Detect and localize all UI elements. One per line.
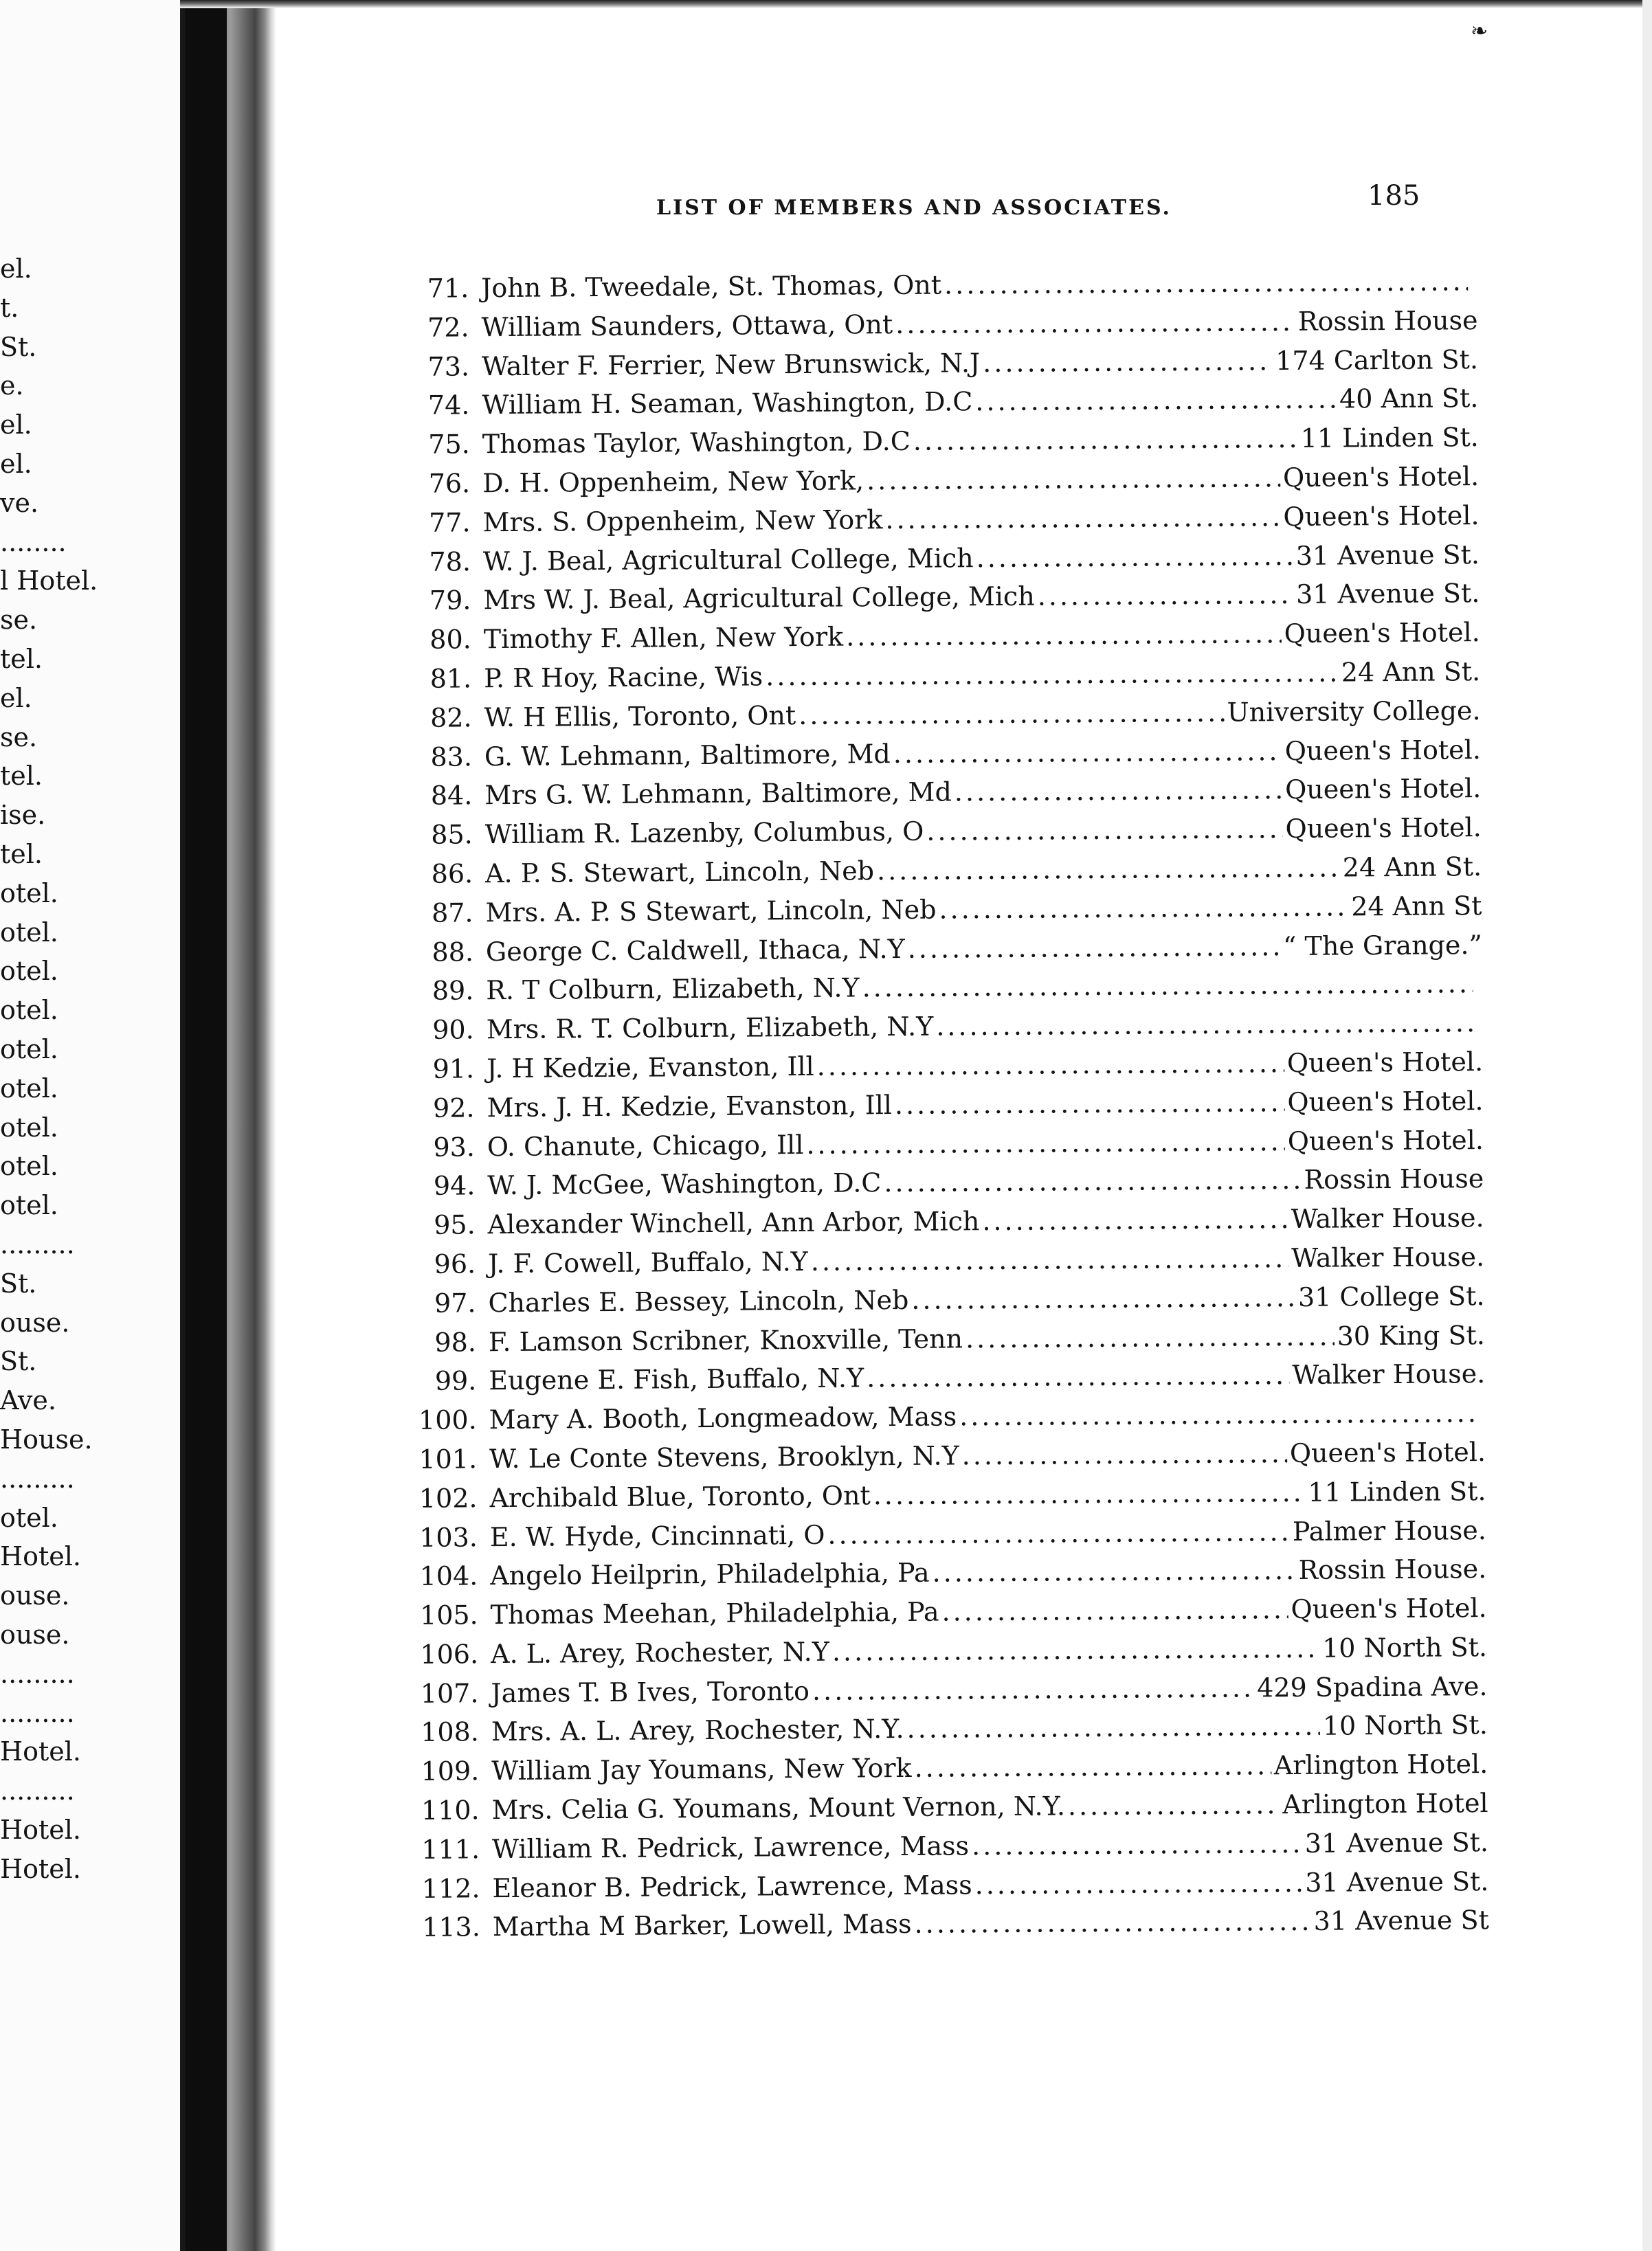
member-name-location: Charles E. Bessey, Lincoln, Neb — [488, 1284, 909, 1318]
member-name-location: W. H Ellis, Toronto, Ont — [484, 699, 796, 732]
facing-page-text: e. — [0, 370, 24, 401]
member-residence: Queen's Hotel. — [1285, 812, 1482, 844]
member-name-location: Martha M Barker, Lowell, Mass — [492, 1909, 912, 1942]
member-name-location: A. L. Arey, Rochester, N.Y — [490, 1636, 830, 1670]
member-name-location: E. W. Hyde, Cincinnati, O — [489, 1519, 825, 1552]
member-residence: 174 Carlton St. — [1275, 344, 1479, 376]
member-name-location: Mrs. S. Oppenheim, New York — [482, 504, 883, 538]
entry-number: 86. — [431, 858, 473, 889]
facing-page-text: tel. — [0, 644, 43, 674]
member-name-location: J. F. Cowell, Buffalo, N.Y — [487, 1246, 808, 1279]
facing-page-text: otel. — [0, 1034, 58, 1064]
dot-leader — [976, 537, 1293, 578]
member-residence: 31 College St. — [1297, 1280, 1485, 1312]
member-name-location: R. T Colburn, Elizabeth, N.Y — [486, 972, 860, 1006]
entry-number: 101. — [418, 1444, 478, 1475]
member-residence: 24 Ann St. — [1341, 656, 1481, 688]
entry-number: 84. — [430, 780, 473, 811]
dot-leader — [873, 1473, 1306, 1515]
member-name-location: William Saunders, Ottawa, Ont — [481, 309, 893, 343]
member-residence: Walker House. — [1291, 1202, 1484, 1235]
facing-page-text: otel. — [0, 1151, 58, 1182]
facing-page-text: St. — [0, 1346, 37, 1377]
entry-number: 96. — [434, 1248, 476, 1279]
member-name-location: W. Le Conte Stevens, Brooklyn, N.Y — [489, 1440, 959, 1475]
entry-number: 81. — [429, 663, 472, 694]
dot-leader — [962, 1434, 1288, 1475]
member-entry — [417, 1901, 1489, 1948]
member-name-location: Eugene E. Fish, Buffalo, N.Y — [489, 1363, 864, 1396]
member-name-location: Eleanor B. Pedrick, Lawrence, Mass — [492, 1869, 972, 1903]
page-number: 185 — [1368, 180, 1420, 212]
gutter-shadow — [186, 0, 227, 2251]
facing-page-text: Hotel. — [0, 1541, 82, 1572]
entry-number: 104. — [419, 1560, 478, 1592]
page-top-edge — [180, 0, 1652, 8]
entry-number: 87. — [431, 897, 473, 928]
dot-leader — [1068, 1785, 1280, 1826]
dot-leader — [982, 1200, 1288, 1241]
entry-number: 83. — [430, 741, 473, 772]
member-name-location: Angelo Heilprin, Philadelphia, Pa — [490, 1558, 930, 1591]
facing-page-text: ouse. — [0, 1307, 70, 1338]
member-residence: Rossin House. — [1298, 1554, 1487, 1586]
member-name-location: Mrs. A. L. Arey, Rochester, N.Y. — [491, 1714, 904, 1747]
member-list — [405, 262, 1489, 1947]
member-residence: 24 Ann St — [1351, 890, 1482, 922]
member-residence: Queen's Hotel. — [1289, 1436, 1486, 1468]
facing-page-text: el. — [0, 682, 32, 713]
facing-page-text: ........ — [0, 526, 67, 557]
facing-page-text: el. — [0, 449, 32, 479]
dot-leader — [1038, 575, 1294, 616]
member-residence: “ The Grange.” — [1282, 929, 1483, 961]
entry-number: 75. — [428, 429, 470, 460]
dot-leader — [862, 965, 1473, 1008]
dot-leader — [965, 1317, 1335, 1358]
facing-page-text: ......... — [0, 1658, 75, 1689]
entry-number: 110. — [421, 1795, 480, 1826]
member-residence: 10 North St. — [1321, 1631, 1488, 1664]
dot-leader — [983, 341, 1273, 383]
facing-page-text: otel. — [0, 1073, 58, 1104]
member-residence: Queen's Hotel. — [1285, 773, 1482, 805]
member-residence: Arlington Hotel. — [1273, 1749, 1488, 1781]
member-residence: Queen's Hotel. — [1287, 1124, 1484, 1156]
entry-number: 111. — [421, 1834, 480, 1865]
facing-page-text: House. — [0, 1424, 93, 1455]
facing-page-fragment — [0, 0, 206, 2251]
member-residence: 31 Avenue St. — [1304, 1826, 1489, 1859]
dot-leader — [867, 1356, 1290, 1398]
member-residence: Queen's Hotel. — [1287, 1085, 1484, 1117]
member-name-location: Mrs. R. T. Colburn, Elizabeth, N.Y — [486, 1011, 934, 1045]
dot-leader — [939, 887, 1348, 929]
facing-page-text: l Hotel. — [0, 565, 98, 596]
entry-number: 74. — [427, 390, 470, 421]
entry-number: 72. — [427, 312, 469, 343]
entry-number: 95. — [434, 1209, 476, 1240]
dot-leader — [895, 302, 1295, 344]
facing-page-text: ise. — [0, 800, 46, 831]
facing-page-text: Hotel. — [0, 1736, 82, 1767]
dot-leader — [914, 1747, 1271, 1788]
facing-page-text: ......... — [0, 1463, 75, 1494]
member-residence: University College. — [1227, 695, 1481, 728]
facing-page-text: ......... — [0, 1229, 75, 1259]
facing-page-text: otel. — [0, 917, 58, 948]
member-residence: Queen's Hotel. — [1291, 1593, 1487, 1625]
member-name-location: Thomas Meehan, Philadelphia, Pa — [490, 1596, 939, 1631]
entry-number: 71. — [427, 273, 469, 304]
facing-page-text: ouse. — [0, 1580, 70, 1611]
member-name-location: J. H Kedzie, Evanston, Ill — [486, 1051, 814, 1084]
member-name-location: W. J. Beal, Agricultural College, Mich — [482, 542, 974, 576]
dot-leader — [877, 848, 1340, 890]
member-name-location: George C. Caldwell, Ithaca, N.Y — [485, 933, 905, 967]
dot-leader — [975, 380, 1337, 421]
dot-leader — [913, 419, 1298, 461]
entry-number: 98. — [434, 1326, 477, 1358]
member-residence: 31 Avenue St. — [1295, 539, 1480, 571]
member-name-location: Mrs. A. P. S Stewart, Lincoln, Neb — [485, 894, 937, 928]
dot-leader — [926, 809, 1283, 851]
facing-page-text: ......... — [0, 1776, 75, 1806]
member-residence: Queen's Hotel. — [1284, 734, 1482, 766]
member-name-location: Mrs. Celia G. Youmans, Mount Vernon, N.Y. — [491, 1791, 1066, 1826]
member-residence: 24 Ann St. — [1342, 851, 1482, 883]
member-residence: Rossin House — [1304, 1163, 1484, 1196]
entry-number: 78. — [429, 546, 471, 577]
facing-page-text: t. — [0, 292, 19, 323]
member-residence: 429 Spadina Ave. — [1257, 1670, 1488, 1703]
entry-number: 76. — [428, 468, 471, 499]
entry-number: 105. — [419, 1600, 478, 1631]
dot-leader — [944, 262, 1468, 304]
member-name-location: P. R Hoy, Racine, Wis — [484, 661, 763, 694]
dot-leader — [895, 1083, 1285, 1125]
member-residence: Arlington Hotel — [1282, 1788, 1488, 1820]
facing-page-text: otel. — [0, 1112, 58, 1143]
entry-number: 82. — [429, 702, 472, 733]
dot-leader — [799, 693, 1225, 735]
facing-page-text: Ave. — [0, 1385, 56, 1416]
member-residence: Palmer House. — [1292, 1514, 1486, 1547]
member-residence: 11 Linden St. — [1308, 1475, 1486, 1508]
dot-leader — [884, 1161, 1302, 1202]
dot-leader — [812, 1668, 1255, 1710]
entry-number: 80. — [429, 624, 471, 655]
entry-number: 77. — [428, 507, 471, 538]
dot-leader — [974, 1863, 1302, 1905]
member-residence: Walker House. — [1291, 1241, 1485, 1273]
member-residence: Queen's Hotel. — [1282, 461, 1480, 493]
entry-number: 108. — [421, 1716, 480, 1748]
member-residence: 10 North St. — [1322, 1710, 1488, 1742]
member-name-location: G. W. Lehmann, Baltimore, Md — [484, 738, 891, 772]
facing-page-text: St. — [0, 331, 37, 362]
dot-leader — [972, 1824, 1302, 1866]
entry-number: 103. — [419, 1521, 478, 1553]
entry-number: 107. — [420, 1677, 479, 1709]
dot-leader — [906, 1707, 1320, 1749]
dot-leader — [766, 653, 1339, 697]
dot-leader — [832, 1629, 1320, 1672]
entry-number: 94. — [433, 1170, 476, 1202]
entry-number: 97. — [434, 1288, 476, 1319]
entry-number: 99. — [434, 1365, 477, 1397]
entry-number: 113. — [422, 1912, 481, 1943]
dot-leader — [941, 1590, 1288, 1631]
member-name-location: James T. B Ives, Toronto — [491, 1675, 810, 1708]
entry-number: 102. — [418, 1483, 478, 1514]
facing-page-text: otel. — [0, 995, 58, 1026]
facing-page-text: Hotel. — [0, 1815, 82, 1845]
dot-leader — [846, 614, 1282, 656]
facing-page-text: tel. — [0, 761, 43, 792]
entry-number: 93. — [433, 1131, 476, 1163]
member-name-location: Mrs G. W. Lehmann, Baltimore, Md — [484, 776, 952, 811]
dot-leader — [959, 1393, 1476, 1436]
dot-leader — [885, 497, 1280, 539]
entry-number: 106. — [420, 1639, 479, 1670]
dot-leader — [908, 927, 1281, 969]
member-name-location: Alexander Winchell, Ann Arbor, Mich — [487, 1206, 980, 1240]
member-name-location: Walter F. Ferrier, New Brunswick, N.J — [481, 347, 981, 381]
entry-number: 112. — [421, 1872, 480, 1904]
facing-page-text: Hotel. — [0, 1853, 82, 1884]
running-head: LIST OF MEMBERS AND ASSOCIATES. — [656, 196, 1172, 220]
member-name-location: William H. Seaman, Washington, D.C — [482, 386, 973, 421]
member-residence: 30 King St. — [1337, 1319, 1486, 1352]
member-name-location: Mrs W. J. Beal, Agricultural College, Mich — [483, 581, 1035, 616]
member-residence: 31 Avenue St. — [1305, 1866, 1489, 1898]
facing-page-text: ......... — [0, 1697, 75, 1728]
member-residence: 11 Linden St. — [1300, 422, 1479, 454]
member-name-location: F. Lamson Scribner, Knoxville, Tenn — [488, 1323, 963, 1357]
entry-number: 91. — [432, 1053, 475, 1084]
facing-page-text: St. — [0, 1268, 37, 1299]
facing-page-text: se. — [0, 605, 38, 636]
member-name-location: O. Chanute, Chicago, Ill — [487, 1129, 804, 1162]
entry-number: 109. — [421, 1756, 480, 1787]
dot-leader — [811, 1239, 1289, 1281]
facing-page-text: tel. — [0, 839, 43, 869]
member-name-location: D. H. Oppenheim, New York, — [482, 465, 864, 499]
facing-page-text: el. — [0, 254, 32, 284]
member-name-location: William R. Lazenby, Columbus, O — [484, 816, 924, 850]
entry-number: 88. — [432, 936, 474, 967]
member-name-location: Timothy F. Allen, New York — [483, 621, 844, 655]
member-name-location: Mary A. Booth, Longmeadow, Mass — [489, 1401, 957, 1435]
member-name-location: Archibald Blue, Toronto, Ont — [489, 1480, 871, 1513]
page-ornament: ❧ — [1471, 19, 1488, 43]
member-residence: Rossin House — [1297, 304, 1478, 337]
member-residence: 31 Avenue St. — [1295, 578, 1480, 610]
facing-page-text: otel. — [0, 1190, 58, 1221]
dot-leader — [893, 732, 1282, 774]
facing-page-text: otel. — [0, 877, 58, 908]
member-residence: Walker House. — [1292, 1358, 1486, 1391]
dot-leader — [806, 1122, 1285, 1165]
facing-page-text: se. — [0, 721, 38, 752]
facing-page-text: el. — [0, 410, 32, 440]
member-name-location: A. P. S. Stewart, Lincoln, Neb — [484, 855, 875, 889]
dot-leader — [936, 1003, 1473, 1046]
member-name-location: Thomas Taylor, Washington, D.C — [482, 426, 911, 460]
facing-page-text: otel. — [0, 1502, 58, 1533]
member-name-location: W. J. McGee, Washington, D.C — [487, 1167, 882, 1201]
dot-leader — [867, 458, 1280, 500]
dot-leader — [911, 1278, 1295, 1320]
dot-leader — [932, 1551, 1295, 1592]
member-residence: 31 Avenue St — [1313, 1905, 1489, 1937]
member-name-location: Mrs. J. H. Kedzie, Evanston, Ill — [487, 1089, 893, 1123]
member-residence: Queen's Hotel. — [1286, 1046, 1484, 1079]
entry-number: 85. — [431, 819, 473, 850]
member-name-location: John B. Tweedale, St. Thomas, Ont — [481, 269, 942, 304]
dot-leader — [817, 1044, 1285, 1086]
page-right-edge — [1642, 0, 1652, 2251]
facing-page-text: ouse. — [0, 1620, 70, 1650]
member-residence: Queen's Hotel. — [1284, 617, 1480, 649]
entry-number: 100. — [418, 1404, 477, 1436]
entry-number: 79. — [429, 585, 471, 616]
member-name-location: William R. Pedrick, Lawrence, Mass — [491, 1830, 970, 1865]
dot-leader — [955, 770, 1283, 811]
entry-number: 73. — [427, 350, 470, 382]
facing-page-text: ve. — [0, 487, 39, 518]
facing-page-text: otel. — [0, 956, 58, 987]
entry-number: 89. — [432, 975, 474, 1007]
dot-leader — [827, 1512, 1290, 1554]
member-name-location: William Jay Youmans, New York — [491, 1753, 912, 1787]
dot-leader — [914, 1902, 1311, 1944]
member-residence: 40 Ann St. — [1339, 383, 1479, 414]
entry-number: 92. — [432, 1093, 475, 1123]
entry-number: 90. — [432, 1014, 474, 1045]
member-residence: Queen's Hotel. — [1283, 500, 1480, 532]
